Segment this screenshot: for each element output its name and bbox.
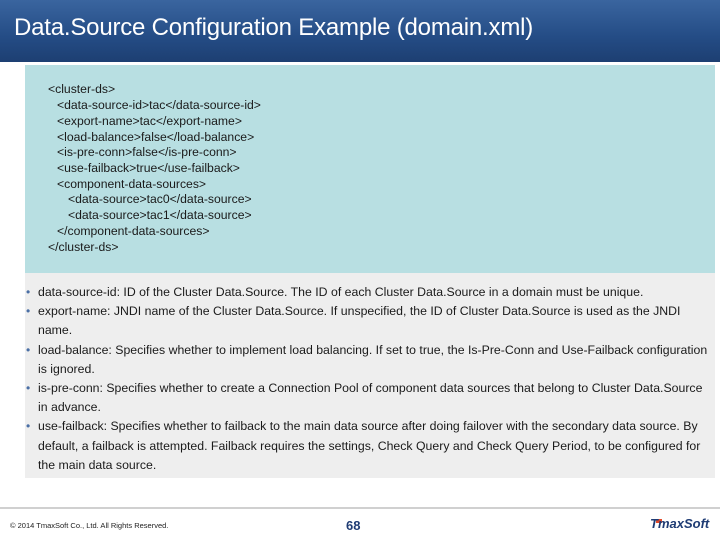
bullet-icon: • bbox=[26, 342, 31, 357]
code-line: <data-source>tac0</data-source> bbox=[68, 192, 252, 206]
list-item bbox=[26, 417, 710, 475]
footer-divider bbox=[0, 507, 720, 509]
bullet-text: data-source-id: ID of the Cluster Data.Source. The ID of each Cluster Data.Source in a domain must be unique. bbox=[38, 285, 644, 299]
page-number: 68 bbox=[346, 518, 361, 533]
bullet-text: export-name: JNDI name of the Cluster Data.Source. If unspecified, the ID of Cluster Data.Source is used as the JNDI name. bbox=[38, 304, 681, 338]
code-line: <is-pre-conn>false</is-pre-conn> bbox=[57, 145, 237, 159]
slide-header bbox=[0, 0, 720, 62]
bullet-icon: • bbox=[26, 419, 31, 434]
bullet-icon: • bbox=[26, 285, 31, 299]
code-line: <export-name>tac</export-name> bbox=[57, 114, 242, 128]
copyright-text: © 2014 TmaxSoft Co., Ltd. All Rights Reserved. bbox=[10, 521, 169, 530]
code-line: <component-data-sources> bbox=[57, 177, 207, 191]
code-line: </cluster-ds> bbox=[48, 240, 119, 254]
code-line: </component-data-sources> bbox=[57, 224, 210, 238]
code-line: <data-source-id>tac</data-source-id> bbox=[57, 98, 261, 112]
code-block bbox=[25, 65, 715, 273]
tmaxsoft-logo: TmaxSoft bbox=[650, 516, 710, 531]
bullet-text: use-failback: Specifies whether to failback to the main data source after doing failover with the secondary data source. By default, a failback is attempted. Failback requires the settings, Check Query and Check Query Period, to be configured for the main data source. bbox=[38, 419, 701, 472]
bullet-icon: • bbox=[26, 381, 31, 396]
list-item bbox=[26, 379, 710, 417]
list-item bbox=[26, 341, 710, 379]
code-line: <cluster-ds> bbox=[48, 82, 116, 96]
code-line: <data-source>tac1</data-source> bbox=[68, 208, 252, 222]
list-item bbox=[26, 302, 710, 340]
description-list bbox=[26, 283, 710, 475]
bullet-icon: • bbox=[26, 304, 31, 319]
code-line: <load-balance>false</load-balance> bbox=[57, 130, 255, 144]
list-item bbox=[26, 283, 710, 302]
code-line: <use-failback>true</use-failback> bbox=[57, 161, 240, 175]
slide-title: Data.Source Configuration Example (domain.xml) bbox=[14, 14, 534, 41]
bullet-text: load-balance: Specifies whether to implement load balancing. If set to true, the Is-Pre-Conn and Use-Failback configuration is ignored. bbox=[38, 342, 708, 376]
bullet-text: is-pre-conn: Specifies whether to create a Connection Pool of component data sources that belong to Cluster Data.Source in advance. bbox=[38, 381, 703, 415]
